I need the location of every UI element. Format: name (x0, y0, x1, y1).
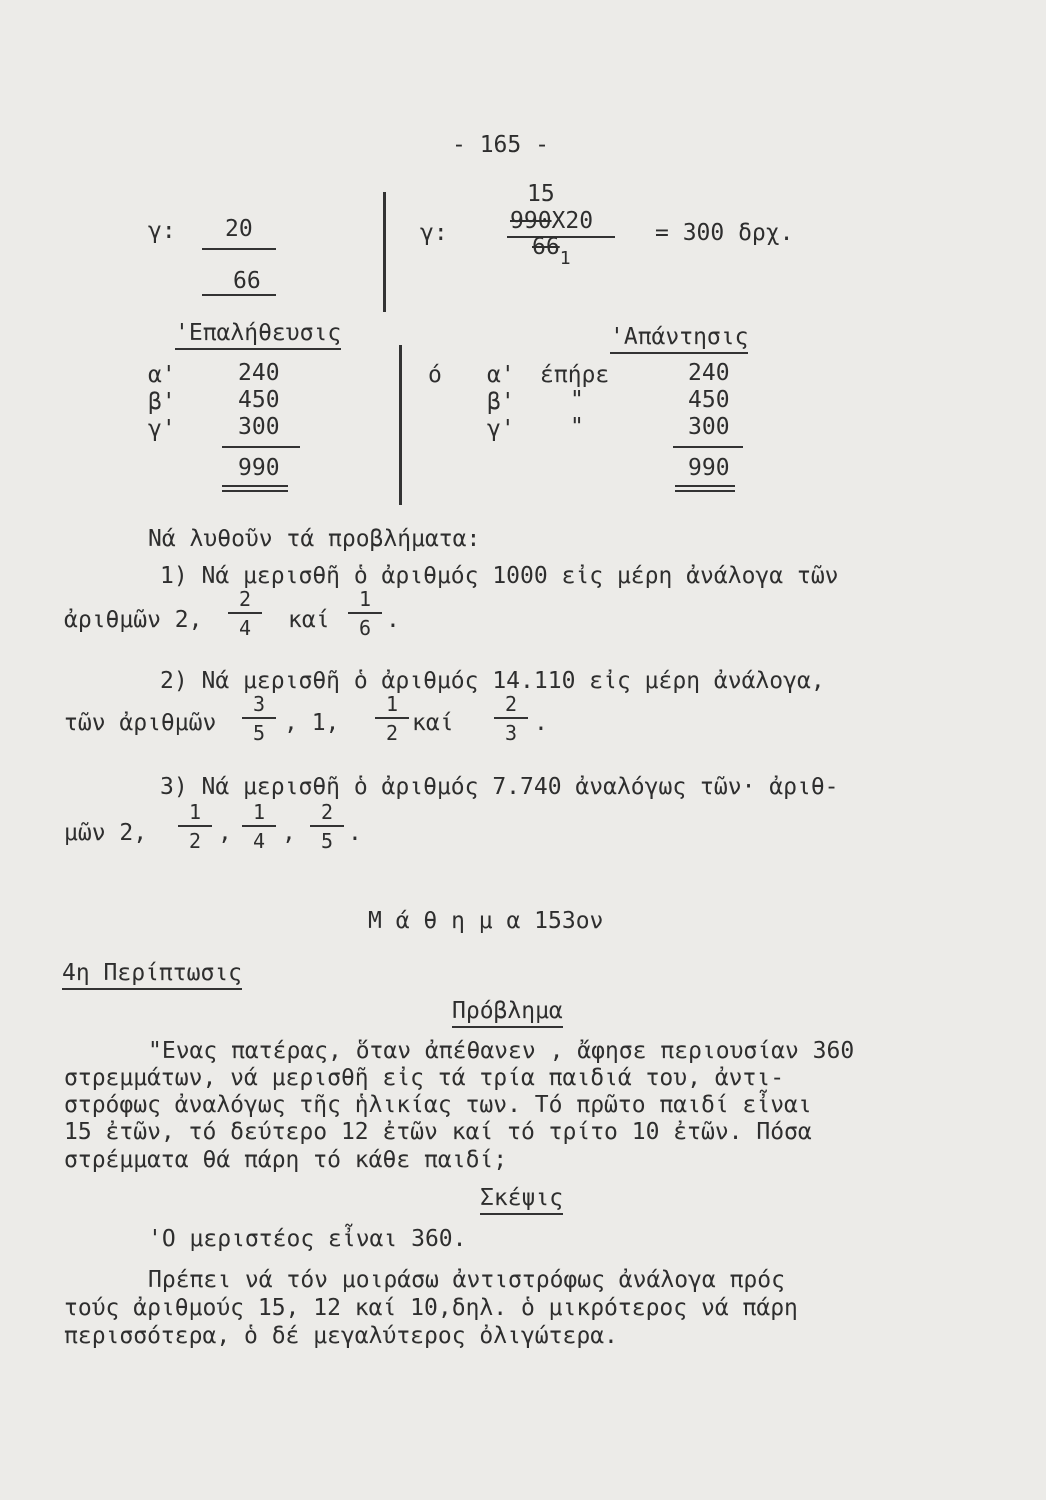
calc-left-numerator: 20 (225, 216, 253, 242)
problem1-end: . (386, 607, 400, 633)
calc-right-den-struck: 66 (532, 234, 560, 260)
answer-value: 240 (688, 360, 730, 386)
problem3-fraction-3: $\frac{2}{5}$ (310, 802, 344, 851)
answer-prefix: ό (428, 362, 442, 388)
answer-text: έπήρε (540, 362, 610, 388)
problem-text-line: στρόφως ἀναλόγως τῆς ἡλικίας των. Τό πρῶτο παιδί εἶναι (64, 1092, 812, 1118)
final-para-line: Πρέπει νά τόν μοιράσω ἀντιστρόφως ἀνάλογα πρός (148, 1267, 785, 1293)
problem-text-line: "Ενας πατέρας, ὅταν ἀπέθανεν , ἄφησε περιουσίαν 360 (148, 1038, 855, 1064)
problem2-fraction-1: $\frac{3}{5}$ (242, 694, 276, 743)
answer-label: γ' (487, 416, 515, 442)
answer-label: α' (487, 362, 515, 388)
problem2-end: . (534, 710, 548, 736)
problem1-fraction-1: $\frac{2}{4}$ (228, 589, 262, 638)
verification-value: 240 (238, 360, 280, 386)
verification-double-line-1 (222, 485, 288, 487)
verification-heading: 'Επαλήθευσις (175, 322, 341, 350)
final-para-line: περισσότερα, ὁ δέ μεγαλύτερος ὀλιγώτερα. (64, 1323, 618, 1349)
calc-right-den-sub: 1 (559, 248, 571, 269)
problem3-line2: μῶν 2, (64, 820, 148, 846)
calc-left-underline (202, 294, 276, 296)
verification-total: 990 (238, 455, 280, 481)
verification-value: 300 (238, 414, 280, 440)
verification-label: β' (148, 389, 176, 415)
verification-label: γ' (148, 416, 176, 442)
final-para-line: τούς ἀριθμούς 15, 12 καί 10,δηλ. ὁ μικρότερος νά πάρη (64, 1295, 798, 1321)
verification-double-line-2 (222, 490, 288, 492)
answer-text: " (570, 414, 584, 440)
answer-label: β' (487, 389, 515, 415)
answer-value: 450 (688, 387, 730, 413)
problems-intro: Νά λυθοῦν τά προβλήματα: (148, 526, 481, 552)
calc-right-numerator (510, 210, 593, 233)
table-divider (399, 345, 402, 505)
calc-result: = 300 δρχ. (655, 220, 794, 246)
page-number: - 165 - (452, 132, 549, 158)
problem2-sep: , 1, (284, 710, 340, 736)
calc-left-label: γ: (148, 218, 176, 244)
calc-divider (383, 192, 386, 312)
problem3-end: . (348, 820, 362, 846)
problem1-fraction-2: $\frac{1}{6}$ (348, 589, 382, 638)
problem-heading: Πρόβλημα (452, 1000, 563, 1028)
problem3-fraction-1: $\frac{1}{2}$ (178, 802, 212, 851)
case-heading: 4η Περίπτωσις (62, 962, 242, 990)
thinking-line: 'Ο μεριστέος εἶναι 360. (148, 1226, 467, 1252)
problem3-line1: 3) Νά μερισθῆ ὁ ἀριθμός 7.740 ἀναλόγως τῶν· ἀριθ- (160, 774, 839, 800)
problem1-and: καί (288, 607, 330, 633)
problem3-fraction-2: $\frac{1}{4}$ (242, 802, 276, 851)
calc-right-top: 15 (527, 181, 555, 207)
verification-label: α' (148, 362, 176, 388)
problem2-line2: τῶν ἀριθμῶν (64, 710, 217, 736)
calc-right-label: γ: (420, 220, 448, 246)
calc-right-num-rest: X20 (551, 208, 594, 234)
lesson-title: Μ ά θ η μ α 153ον (368, 908, 604, 934)
calc-right-num-struck: 990 (510, 208, 552, 234)
problem3-sep: , (282, 820, 296, 846)
answer-text: " (570, 387, 584, 413)
answer-double-line-2 (675, 490, 735, 492)
problem1-line1: 1) Νά μερισθῆ ὁ ἀριθμός 1000 εἰς μέρη ἀνάλογα τῶν (160, 563, 839, 589)
thinking-heading: Σκέψις (480, 1187, 563, 1215)
problem-text-line: στρεμμάτων, νά μερισθῆ εἰς τά τρία παιδιά του, ἀντι- (64, 1065, 785, 1091)
calc-right-denominator (532, 234, 571, 269)
answer-heading: 'Απάντησις (610, 326, 748, 354)
verification-value: 450 (238, 387, 280, 413)
calc-left-fraction-bar (202, 248, 276, 250)
calc-left-denominator: 66 (233, 268, 261, 294)
answer-double-line-1 (675, 485, 735, 487)
answer-total: 990 (688, 455, 730, 481)
problem2-fraction-2: $\frac{1}{2}$ (375, 694, 409, 743)
answer-value: 300 (688, 414, 730, 440)
answer-sum-line (673, 446, 743, 448)
problem-text-line: στρέμματα θά πάρη τό κάθε παιδί; (64, 1147, 508, 1173)
problem2-fraction-3: $\frac{2}{3}$ (494, 694, 528, 743)
verification-sum-line (222, 446, 300, 448)
problem2-line1: 2) Νά μερισθῆ ὁ ἀριθμός 14.110 εἰς μέρη ἀνάλογα, (160, 668, 825, 694)
problem1-line2: ἀριθμῶν 2, (64, 607, 203, 633)
problem2-and: καί (412, 710, 454, 736)
problem3-sep: , (218, 820, 232, 846)
problem-text-line: 15 ἐτῶν, τό δεύτερο 12 ἐτῶν καί τό τρίτο 10 ἐτῶν. Πόσα (64, 1119, 812, 1145)
